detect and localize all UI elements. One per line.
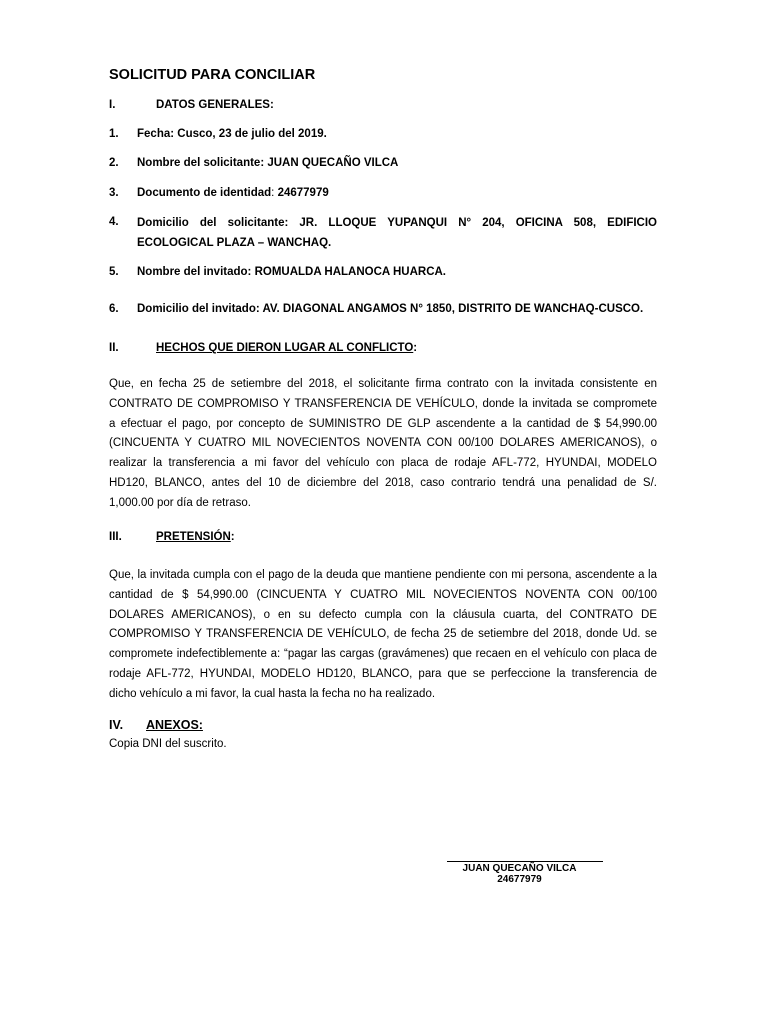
section-4-number: IV. [109,718,124,732]
section-3-number: III. [109,531,122,543]
item-3-number: 3. [109,187,119,199]
item-1-date: Fecha: Cusco, 23 de julio del 2019. [137,128,327,140]
item-3-id-document [137,187,329,199]
section-3-colon: : [230,531,235,543]
paragraph-line: HD120, BLANCO, antes del 10 de diciembre del 2018, caso contrario tendrá una penalidad de S/. [109,476,657,489]
paragraph-line: COMPROMISO Y TRANSFERENCIA DE VEHÍCULO, de fecha 25 de setiembre del 2018, donde Ud. se [109,628,657,641]
id-document-label: Documento de identidad [137,187,272,199]
item-2-number: 2. [109,157,119,169]
item-6-number: 6. [109,303,119,315]
section-2-title: HECHOS QUE DIERON LUGAR AL CONFLICTO [156,342,414,354]
paragraph-line: 1,000.00 por día de retraso. [109,496,251,509]
item-4-line-2: ECOLOGICAL PLAZA – WANCHAQ. [137,237,332,249]
paragraph-line: compromete indefectiblemente a: “pagar las cargas (gravámenes) que recaen en el vehículo con placa de [109,648,657,661]
item-4-line-1: Domicilio del solicitante: JR. LLOQUE YUPANQUI N° 204, OFICINA 508, EDIFICIO [137,217,657,229]
paragraph-line: cantidad de $ 54,990.00 (CINCUENTA Y CUATRO MIL NOVECIENTOS NOVENTA CON 00/100 [109,588,657,601]
document-title: SOLICITUD PARA CONCILIAR [109,67,316,83]
id-document-value: 24677979 [274,187,329,199]
section-4-title: ANEXOS: [146,718,203,732]
item-4-number: 4. [109,216,119,228]
item-4-applicant-address [137,213,657,253]
annex-item: Copia DNI del suscrito. [109,738,227,750]
section-2-paragraph [109,375,657,514]
section-1-number: I. [109,99,116,111]
paragraph-line: Que, la invitada cumpla con el pago de la deuda que mantiene pendiente con mi persona, ascendente a la [109,569,657,581]
section-3-paragraph [109,566,657,705]
signature-line [447,861,603,862]
paragraph-line: a efectuar el pago, por concepto de SUMINISTRO DE GLP ascendente a la cantidad de $ 54,990.00 [109,417,657,430]
paragraph-line: rodaje AFL-772, HYUNDAI, MODELO HD120, BLANCO, para que se perfeccione la transferencia de [109,667,657,680]
section-2-number: II. [109,342,119,354]
section-3-heading [156,531,235,543]
section-2-heading [156,342,417,354]
paragraph-line: realizar la transferencia a mi favor del vehículo con placa de rodaje AFL-772, HYUNDAI, MODELO [109,457,657,470]
item-2-applicant-name: Nombre del solicitante: JUAN QUECAÑO VILCA [137,157,399,169]
paragraph-line: Que, en fecha 25 de setiembre del 2018, el solicitante firma contrato con la invitada consistente en [109,378,657,390]
paragraph-line: DOLARES AMERICANOS), o en su defecto cumpla con la cláusula cuarta, del CONTRATO DE [109,608,657,621]
paragraph-line: dicho vehículo a mi favor, la cual hasta la fecha no ha realizado. [109,687,436,700]
paragraph-line: (CINCUENTA Y CUATRO MIL NOVECIENTOS NOVENTA CON 00/100 DOLARES AMERICANOS), o [109,437,657,450]
id-document-separator: : [271,187,275,199]
section-3-title: PRETENSIÓN [156,531,231,543]
item-5-number: 5. [109,266,119,278]
item-5-invitee-name: Nombre del invitado: ROMUALDA HALANOCA HUARCA. [137,266,447,278]
paragraph-line: CONTRATO DE COMPROMISO Y TRANSFERENCIA DE VEHÍCULO, donde la invitada se compromete [109,397,657,410]
signature-name: JUAN QUECAÑO VILCA [462,863,577,874]
item-1-number: 1. [109,128,119,140]
section-1-title: DATOS GENERALES: [156,99,274,111]
section-2-colon: : [413,342,418,354]
item-6-invitee-address: Domicilio del invitado: AV. DIAGONAL ANGAMOS N° 1850, DISTRITO DE WANCHAQ-CUSCO. [137,303,644,315]
signature-id-number: 24677979 [497,874,542,885]
